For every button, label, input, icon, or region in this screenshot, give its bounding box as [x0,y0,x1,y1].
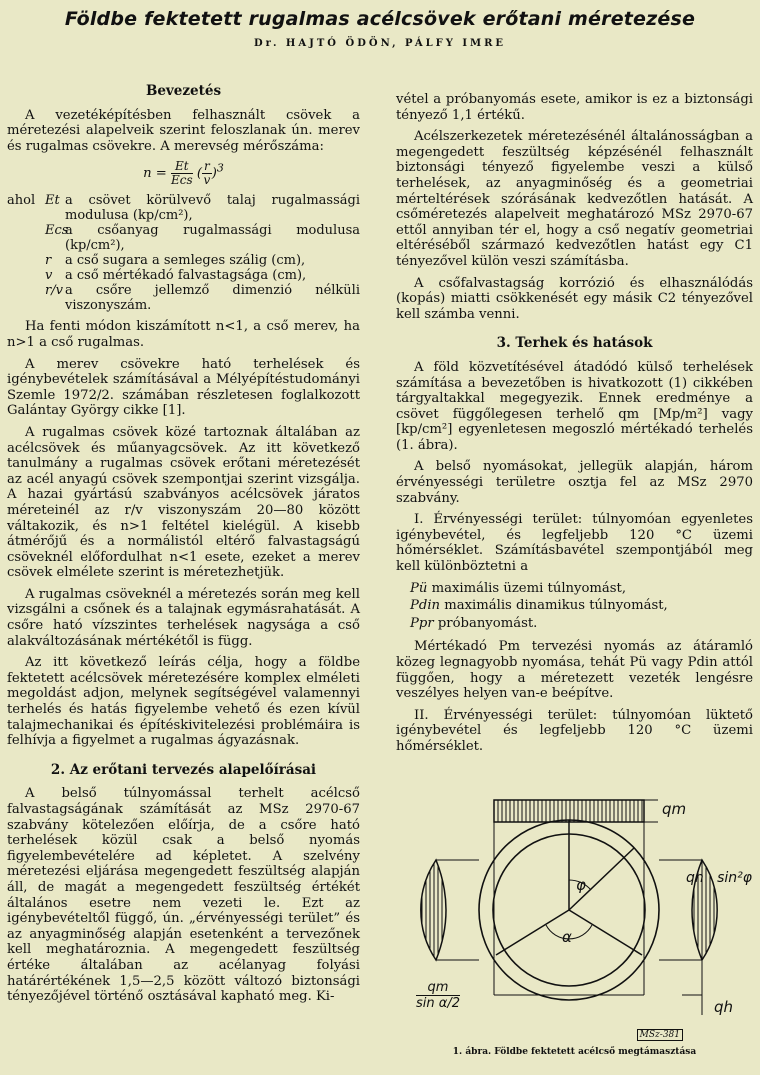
label-qh: qh [714,998,734,1016]
label-qm-fraction: qm sin α/2 [416,980,460,1011]
article-authors: Dr. HAJTÓ ÖDÖN, PÁLFY IMRE [253,38,507,49]
label-phi: φ [576,876,586,894]
paragraph: A belső nyomásokat, jellegük alapján, három érvényességi területre osztja fel az MSz 2970 szabvány. [396,459,753,506]
list-item: Pdin maximális dinamikus túlnyomást, [410,598,668,614]
paragraph: A föld közvetítésével átadódó külső terhelések számítása a bevezetőben is hivatkozott (1) cikkében tárgyaltakkal megegyezik. Ennek eredménye a csövet függőlegesen terhelő qm [Mp/m²] vagy [kp/cm²] egyenletesen megoszló mértékadó terhelés (1. ábra). [396,359,753,453]
pressure-list [410,581,753,632]
right-column [396,92,753,761]
section-heading-intro: Bevezetés [145,83,222,99]
section-heading-loads: 3. Terhek és hatások [496,335,653,352]
label-qm: qm [662,800,687,818]
paragraph: A vezetéképítésben felhasznált csövek a méretezési alapelveik szerint feloszlanak ún. merev és rugalmas csövekre. A merevség mérőszáma: [7,107,360,154]
paragraph: Mértékadó Pm tervezési nyomás az átáramló közeg legnagyobb nyomása, tehát Pü vagy Pdin attól függően, hogy a méretezett vezeték lengésre veszélyes helyen van-e beépítve. [396,639,753,702]
section-heading-design: 2. Az erőtani tervezés alapelőírásai [50,761,317,778]
top-load-band [494,800,644,822]
paragraph: A rugalmas csöveknél a méretezés során meg kell vizsgálni a csőnek és a talajnak egymásrahatását. A csőre ható vízszintes terhelések nagysága a cső alakváltozásának mértékétől is függ. [7,586,360,649]
paragraph: Az itt következő leírás célja, hogy a földbe fektetett acélcsövek méretezésére komplex elméleti megoldást adjon, melynek segítségével valamennyi terhelés és hatás figyelembe vehető és ezen kívül talajmechanikai és építéskivitelezési problémáira is felhívja a figyelmet a rugalmas ágyazásnak. [7,655,360,749]
article-title: Földbe fektetett rugalmas acélcsövek erőtani méretezése [64,8,696,30]
paragraph: A merev csövekre ható terhelések és igénybevételek számításával a Mélyépítéstudományi Szemle 1972/2. számában részletesen foglalkozott Galántay György cikke [1]. [7,356,360,419]
paragraph: A rugalmas csövek közé tartoznak általában az acélcsövek és műanyagcsövek. Az itt következő tanulmány a rugalmas csövek erőtani méretezését az acél anyagú csövek szempontjai szerint vizsgálja. A hazai gyártású szabványos acélcsövek járatos méreteinél az r/v viszonyszám 20—80 között váltakozik, és n>1 feltétel kielégül. A kisebb átmérőjű és a normálistól eltérő falvastagságú csöveknél előfordulhat n<1 esete, ezeket a merev csövek elmélete szerint is méretezhetjük. [7,424,360,581]
paragraph: vétel a próbanyomás esete, amikor is ez a biztonsági tényező 1,1 értékű. [396,92,753,123]
side-load-left [421,860,446,960]
paragraph: A csőfalvastagság korrózió és elhasználódás (kopás) miatti csökkenését egy másik C2 tényezővel kell számba venni. [396,275,753,322]
symbol-definitions: ahol Et a csövet körülvevő talaj rugalmassági modulusa (kp/cm²), Ecs a csőanyag rugalmassági modulusa (kp/cm²), r a cső sugara a semleges szálig (cm), v a cső mértékadó falvastagsága (cm), r/v a csőre jellemző dimenzió nélküli viszonyszám. [7,193,360,314]
standard-code: MSz-381 [637,1029,683,1041]
paragraph: I. Érvényességi terület: túlnyomóan egyenletes igénybevétel, és legfeljebb 120 °C üzemi hőmérséklet. Számításbavétel szempontjából meg kell különböztetni a [396,512,753,575]
left-column [7,70,360,1011]
label-alpha: α [562,928,572,946]
figure-caption: 1. ábra. Földbe fektetett acélcső megtámasztása [452,1047,697,1057]
list-item: Pü maximális üzemi túlnyomást, [410,580,627,596]
stiffness-formula: n = $\frac{Et}{\text{Ecs}}$ ( $\frac{r}{v}$ )$^3$ [143,159,224,188]
pipe-support-figure [396,790,753,1065]
paragraph: A belső túlnyomással terhelt acélcső falvastagságának számítását az MSz 2970-67 szabvány kötelezően előírja, de a csőre ható terhelések közül csak a belső nyomás figyelembevételére ad képletet. A szelvény méretezési eljárása megengedett feszültség alapján áll, de magát a megengedett feszültség értékét általános esetre nem vezeti le. Ezt az igénybevételtől függő, ún. „érvényességi terület” és az anyagminőség alapján esetenként a tervezőnek kell meghatároznia. A megengedett feszültség értéke általában az acélanyag folyási határértékének 1,5—2,5 között változó biztonsági tényezőjével történő osztásával kapható meg. Ki- [7,786,360,1005]
label-qh-sin: qh · sin²φ [686,870,753,886]
paragraph: Ha fenti módon kiszámított n<1, a cső merev, ha n>1 a cső rugalmas. [7,319,360,350]
paragraph: Acélszerkezetek méretezésénél általánosságban a megengedett feszültség képzésénél felhasznált biztonsági tényező figyelembe veszi a külső terhelések, az anyagminőség és a geometriai mérteltérések szórásának kedvezőtlen hatását. A csőméretezés alapelveit meghatározó MSz 2970-67 ettől annyiban tér el, hogy a cső negatív geometriai eltéréséből származó kedvezőtlen hatást egy C1 tényezővel külön veszi számításba. [396,129,753,269]
list-item: Ppr próbanyomást. [410,615,538,631]
paragraph: II. Érvényességi terület: túlnyomóan lüktető igénybevétel és legfeljebb 120 °C üzemi hőmérséklet. [396,707,753,754]
